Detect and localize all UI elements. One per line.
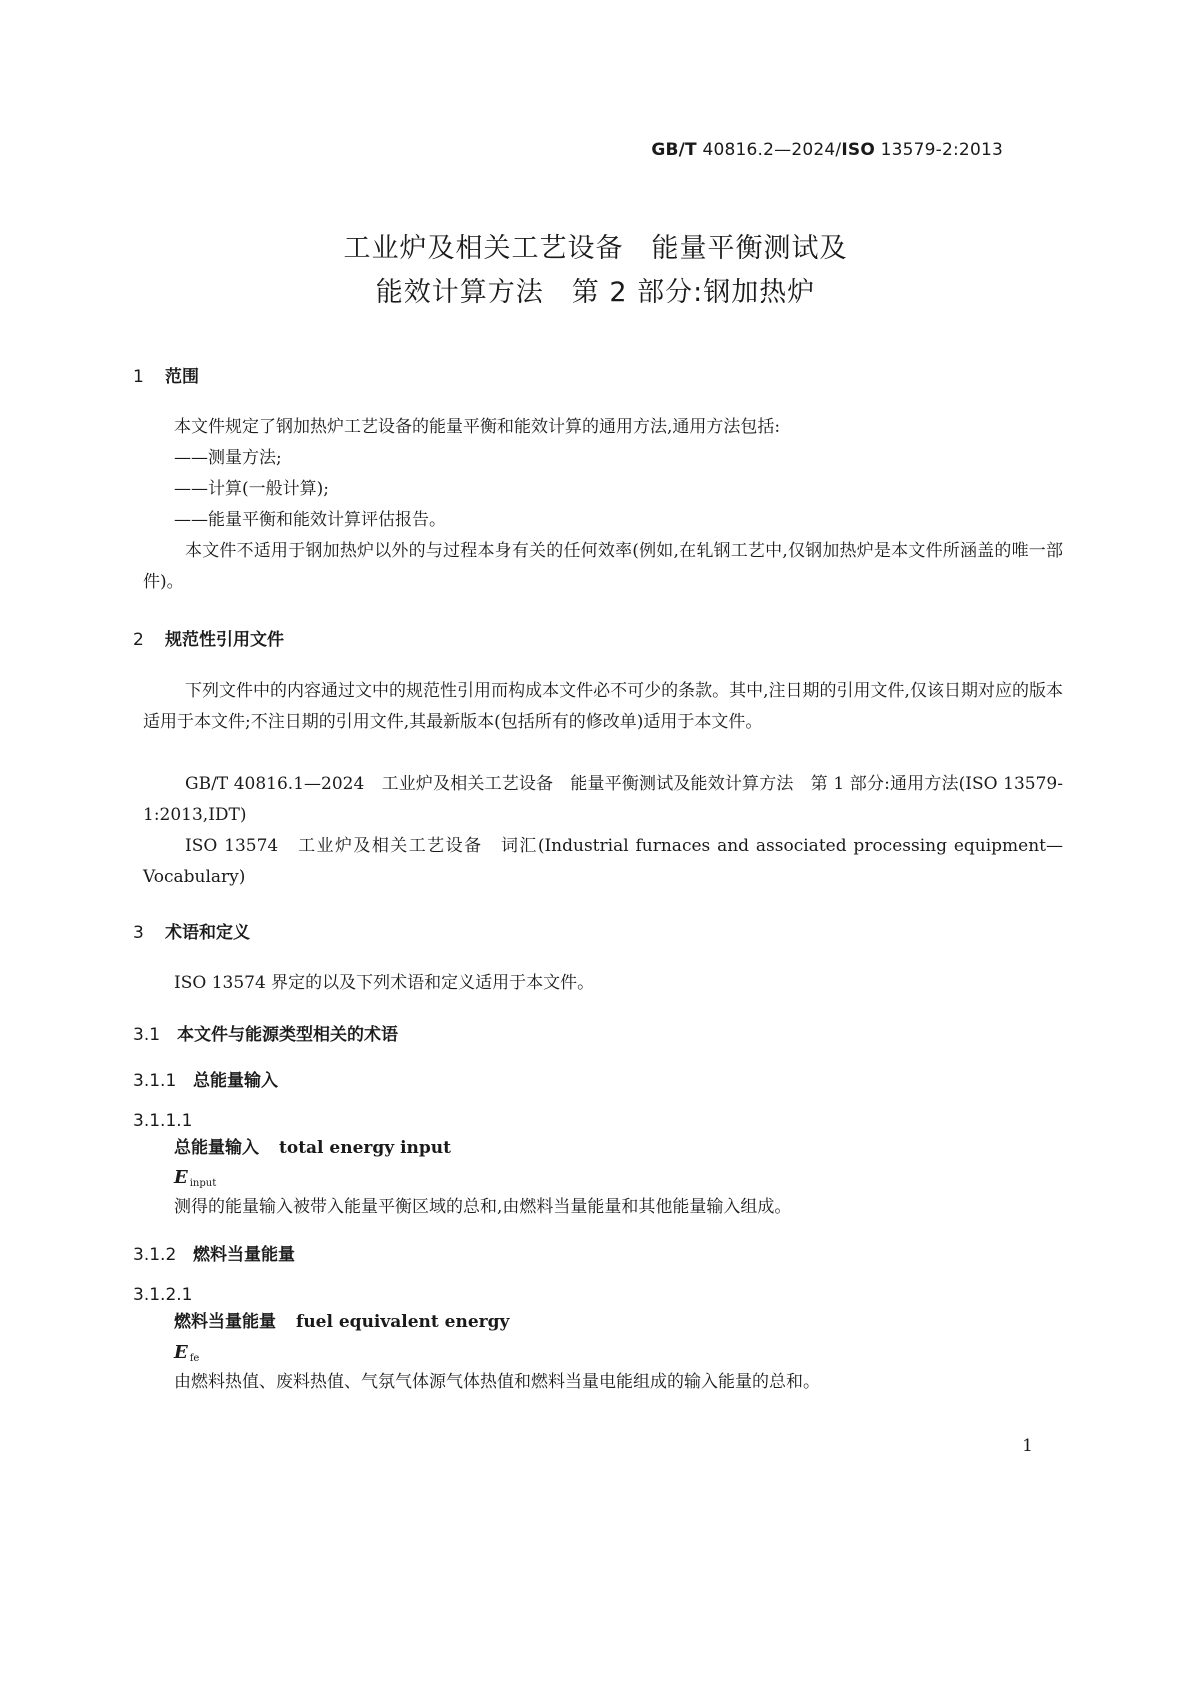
term-definition: 测得的能量输入被带入能量平衡区域的总和,由燃料当量能量和其他能量输入组成。 (174, 1197, 792, 1217)
term-english: fuel equivalent energy (296, 1312, 510, 1332)
scope-item: ——计算(一般计算); (174, 479, 329, 499)
symbol-letter: E (174, 1167, 188, 1188)
page-number: 1 (1022, 1436, 1033, 1456)
term-chinese: 燃料当量能量 (174, 1312, 276, 1332)
term-number-3-1-2-1: 3.1.2.1 (133, 1285, 193, 1305)
term-number-3-1-1-1: 3.1.1.1 (133, 1111, 193, 1131)
section-number: 3 (133, 923, 144, 943)
std-code-number: 40816.2—2024/ (696, 140, 842, 160)
std-code-iso-prefix: ISO (841, 140, 875, 160)
section-number: 2 (133, 630, 144, 650)
section-3-heading (133, 918, 250, 943)
section-number: 1 (133, 367, 144, 387)
term-fuel-equivalent-energy (174, 1307, 509, 1338)
term-english: total energy input (279, 1138, 451, 1158)
section-title: 规范性引用文件 (165, 630, 284, 650)
subsection-3-1-2-heading (133, 1240, 295, 1265)
reference-iso-13574: ISO 13574 工业炉及相关工艺设备 词汇(Industrial furnaces and associated processing equipment—Vocabulary) (143, 836, 1063, 887)
document-title-line1: 工业炉及相关工艺设备 能量平衡测试及 (343, 233, 848, 264)
subsection-3-1-heading (133, 1020, 398, 1045)
scope-note: 本文件不适用于钢加热炉以外的与过程本身有关的任何效率(例如,在轧钢工艺中,仅钢加热炉是本文件所涵盖的唯一部件)。 (143, 541, 1063, 592)
subsection-title: 燃料当量能量 (193, 1245, 295, 1265)
subsection-number: 3.1 (133, 1025, 161, 1045)
scope-item: ——能量平衡和能效计算评估报告。 (174, 510, 446, 530)
std-code-prefix: GB/T (651, 140, 697, 160)
subsection-title: 本文件与能源类型相关的术语 (177, 1025, 398, 1045)
references-intro: 下列文件中的内容通过文中的规范性引用而构成本文件必不可少的条款。其中,注日期的引用文件,仅该日期对应的版本适用于本文件;不注日期的引用文件,其最新版本(包括所有的修改单)适用于本文件。 (143, 681, 1063, 732)
symbol-subscript: input (189, 1178, 217, 1189)
symbol-subscript: fe (189, 1353, 200, 1364)
subsection-number: 3.1.2 (133, 1245, 177, 1265)
section-title: 术语和定义 (165, 923, 250, 943)
section-title: 范围 (165, 367, 199, 387)
term-definition: 由燃料热值、废料热值、气氛气体源气体热值和燃料当量电能组成的输入能量的总和。 (174, 1372, 820, 1392)
subsection-3-1-1-heading (133, 1066, 278, 1091)
reference-gbt-40816-1: GB/T 40816.1—2024 工业炉及相关工艺设备 能量平衡测试及能效计算方法 第 1 部分:通用方法(ISO 13579-1:2013,IDT) (143, 774, 1063, 825)
subsection-number: 3.1.1 (133, 1071, 177, 1091)
subsection-title: 总能量输入 (193, 1071, 278, 1091)
term-total-energy-input (174, 1133, 451, 1164)
scope-item: ——测量方法; (174, 448, 282, 468)
scope-intro: 本文件规定了钢加热炉工艺设备的能量平衡和能效计算的通用方法,通用方法包括: (174, 417, 781, 437)
standard-code (651, 140, 1003, 160)
section-1-heading (133, 362, 199, 387)
symbol-letter: E (174, 1342, 188, 1363)
terms-intro: ISO 13574 界定的以及下列术语和定义适用于本文件。 (174, 973, 595, 993)
document-title-line2: 能效计算方法 第 2 部分:钢加热炉 (375, 277, 816, 308)
std-code-iso-number: 13579-2:2013 (874, 140, 1003, 160)
section-2-heading (133, 625, 284, 650)
term-chinese: 总能量输入 (174, 1138, 259, 1158)
